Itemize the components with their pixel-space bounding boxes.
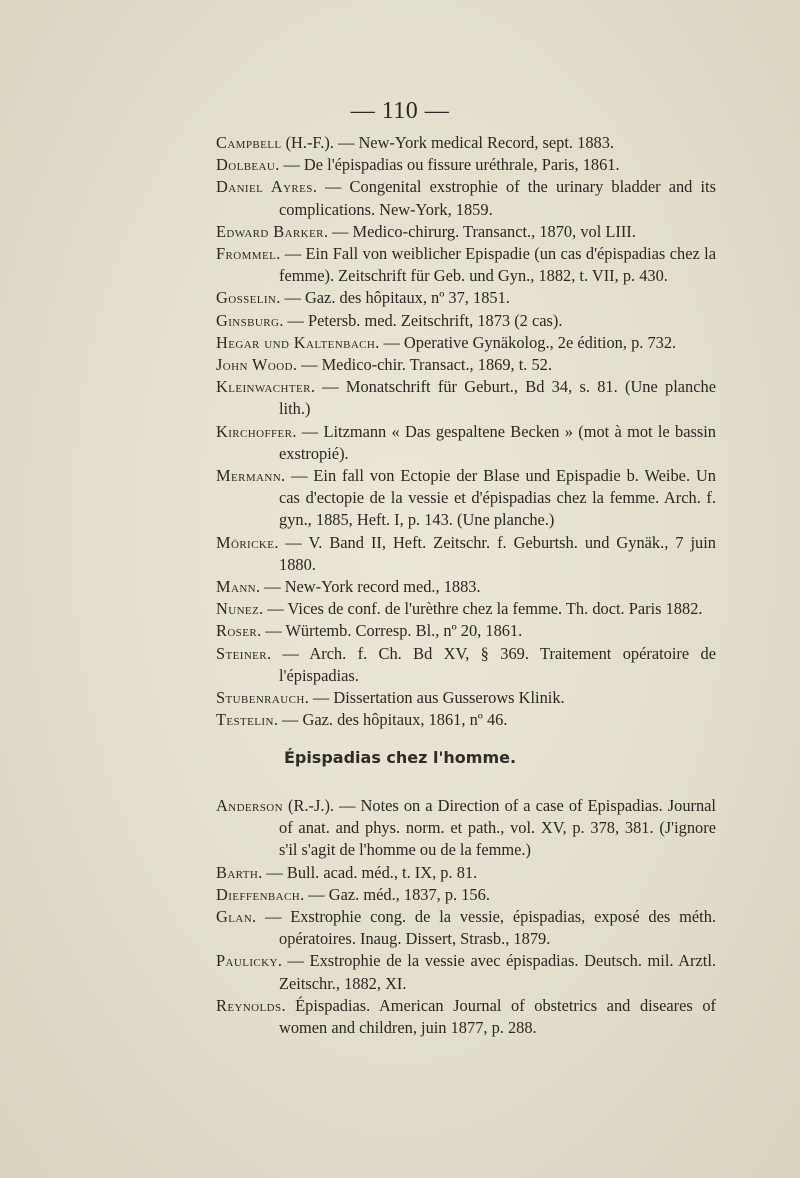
reference-entry — [216, 243, 716, 287]
reference-entry — [216, 465, 716, 532]
reference-author: Kleinwachter — [216, 377, 311, 397]
reference-text: (R.-J.). — Notes on a Direction of a case of Epispadias. Journal of anat. and phys. norm. et path., vol. XV, p. 378, 381. (J'ignore s'il s'agit de l'homme ou de la femme.) — [279, 796, 716, 860]
reference-entry — [216, 576, 716, 598]
reference-text: . — Exstrophie de la vessie avec épispadias. Deutsch. mil. Arztl. Zeitschr., 1882, XI. — [277, 951, 716, 993]
reference-author: Testelin — [216, 710, 274, 730]
reference-text: . — V. Band II, Heft. Zeitschr. f. Geburtsh. und Gynäk., 7 juin 1880. — [274, 532, 716, 574]
reference-author: Gosselin — [216, 288, 277, 308]
reference-text: . — Congenital exstrophie of the urinary bladder and its complications. New-York, 1859. — [279, 177, 716, 219]
bibliography-list-male — [216, 795, 716, 1039]
reference-author: Dieffenbach — [216, 884, 301, 904]
reference-author: Paulicky — [216, 951, 278, 971]
reference-entry — [216, 643, 716, 687]
reference-text: . Épispadias. American Journal of obstetrics and diseares of women and children, juin 1877, p. 288. — [279, 995, 716, 1038]
reference-text: . — Ein Fall von weiblicher Epispadie (un cas d'épispadias chez la femme). Zeitschrift für Geb. und Gyn., 1882, t. VII, p. 430. — [276, 244, 716, 286]
reference-entry — [216, 221, 716, 243]
reference-entry — [216, 687, 716, 709]
reference-author: Möricke — [216, 532, 275, 552]
reference-text: . — Würtemb. Corresp. Bl., nº 20, 1861. — [257, 621, 523, 641]
reference-text: . — Gaz. des hôpitaux, 1861, nº 46. — [273, 710, 508, 730]
reference-author: Roser — [216, 621, 258, 641]
reference-entry — [216, 332, 716, 354]
reference-text: . — Petersb. med. Zeitschrift, 1873 (2 cas). — [279, 310, 563, 330]
reference-author: Stubenrauch — [216, 688, 305, 708]
reference-author: Edward Barker — [216, 221, 324, 241]
reference-author: Glan — [216, 907, 253, 927]
reference-entry — [216, 862, 716, 884]
reference-text: . — Dissertation aus Gusserows Klinik. — [304, 688, 565, 708]
reference-entry — [216, 950, 716, 994]
reference-entry — [216, 884, 716, 906]
reference-entry — [216, 598, 716, 620]
reference-text: . — De l'épispadias ou fissure uréthrale, Paris, 1861. — [275, 155, 620, 175]
reference-author: Hegar und Kaltenbach — [216, 332, 376, 352]
reference-entry — [216, 906, 716, 950]
reference-author: John Wood — [216, 355, 293, 375]
reference-text: . — Vices de conf. de l'urèthre chez la femme. Th. doct. Paris 1882. — [259, 599, 703, 619]
reference-entry — [216, 995, 716, 1039]
reference-text: (H.-F.). — New-York medical Record, sept. 1883. — [281, 133, 615, 152]
reference-author: Ginsburg — [216, 310, 280, 330]
reference-entry — [216, 709, 716, 731]
reference-author: Nunez — [216, 599, 260, 619]
reference-text: . — Litzmann « Das gespaltene Becken » (mot à mot le bassin exstropié). — [279, 421, 716, 463]
reference-author: Kirchoffer — [216, 421, 293, 441]
reference-author: Reynolds — [216, 995, 282, 1015]
reference-text: . — Monatschrift für Geburt., Bd 34, s. 81. (Une planche lith.) — [279, 377, 716, 419]
reference-author: Dolbeau — [216, 155, 276, 175]
reference-text: . — Operative Gynäkolog., 2e édition, p. 732. — [375, 332, 677, 352]
reference-author: Mann — [216, 577, 257, 597]
page-number: — 110 — — [350, 98, 450, 124]
reference-text: . — New-York record med., 1883. — [256, 577, 481, 597]
reference-author: Daniel Ayres — [216, 177, 313, 197]
reference-text: . — Medico-chirurg. Transanct., 1870, vol LIII. — [323, 221, 636, 241]
reference-entry — [216, 176, 716, 220]
reference-text: . — Gaz. méd., 1837, p. 156. — [300, 884, 490, 904]
reference-author: Steiner — [216, 643, 268, 663]
reference-author: Barth — [216, 862, 259, 882]
reference-text: . — Exstrophie cong. de la vessie, épispadias, exposé des méth. opératoires. Inaug. Dissert, Strasb., 1879. — [252, 907, 716, 949]
reference-text: . — Ein fall von Ectopie der Blase und Epispadie b. Weibe. Un cas d'ectopie de la vessie et d'épispadias chez la femme. Arch. f. gyn., 1885, Heft. I, p. 143. (Une planche.) — [279, 466, 716, 530]
reference-author: Anderson — [216, 796, 283, 815]
reference-entry — [216, 376, 716, 420]
reference-text: . — Arch. f. Ch. Bd XV, § 369. Traitement opératoire de l'épispadias. — [267, 643, 716, 685]
reference-entry — [216, 310, 716, 332]
reference-entry — [216, 795, 716, 862]
reference-entry — [216, 287, 716, 309]
reference-entry — [216, 532, 716, 576]
reference-entry — [216, 354, 716, 376]
reference-entry — [216, 154, 716, 176]
reference-author: Frommel — [216, 244, 277, 264]
reference-text: . — Medico-chir. Transact., 1869, t. 52. — [292, 355, 552, 375]
reference-entry — [216, 421, 716, 465]
reference-entry — [216, 620, 716, 642]
reference-author: Mermann — [216, 466, 282, 486]
reference-text: . — Bull. acad. méd., t. IX, p. 81. — [258, 862, 478, 882]
bibliography-list — [216, 132, 716, 731]
reference-entry — [216, 132, 716, 154]
reference-author: Campbell — [216, 133, 282, 152]
section-heading: Épispadias chez l'homme. — [283, 748, 517, 767]
reference-text: . — Gaz. des hôpitaux, nº 37, 1851. — [276, 288, 510, 308]
